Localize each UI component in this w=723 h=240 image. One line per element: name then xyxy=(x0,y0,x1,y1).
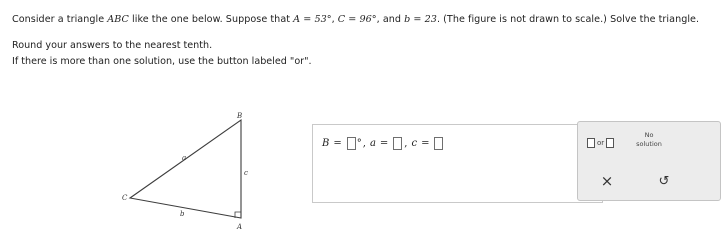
answer-row xyxy=(322,137,444,150)
clear-button[interactable] xyxy=(595,170,619,192)
problem-mid: like the one below. Suppose that xyxy=(128,14,294,25)
triangle-shape xyxy=(130,120,241,218)
problem-intro: Consider a triangle xyxy=(12,14,108,25)
vertex-c-label: C xyxy=(122,194,128,202)
or-button[interactable] xyxy=(587,136,614,150)
undo-button[interactable] xyxy=(652,170,676,192)
given-angle-c: C = 96° xyxy=(337,14,377,25)
equals-sign: = xyxy=(379,138,389,149)
vertex-a-label: A xyxy=(237,223,243,231)
given-angle-a: A = 53° xyxy=(293,14,332,25)
answer-tool-panel xyxy=(577,121,721,201)
answer-b-label: B xyxy=(322,138,330,149)
side-a-input[interactable] xyxy=(393,137,402,150)
problem-tail: . (The figure is not drawn to scale.) Solve the triangle. xyxy=(436,14,700,25)
equals-sign: = xyxy=(333,138,342,149)
comma: , xyxy=(404,138,408,149)
equals-sign: = xyxy=(421,138,430,149)
close-icon: × xyxy=(600,172,614,190)
side-c-input[interactable] xyxy=(434,137,443,150)
and-separator: , and xyxy=(376,14,405,25)
or-box-icon xyxy=(606,138,614,148)
action-row xyxy=(579,170,719,192)
rounding-instruction: Round your answers to the nearest tenth. xyxy=(12,40,213,51)
given-side-b: b = 23 xyxy=(404,14,437,25)
side-b-label: b xyxy=(180,210,185,218)
answer-c-label: c xyxy=(411,138,418,149)
side-c-label: c xyxy=(244,169,248,177)
answer-area xyxy=(312,124,603,203)
angle-b-input[interactable] xyxy=(347,137,356,150)
or-box-icon xyxy=(587,138,595,148)
or-label: or xyxy=(597,139,605,147)
comma: , xyxy=(362,138,366,149)
answer-a-label: a xyxy=(369,138,376,149)
degree-symbol: ° xyxy=(356,138,362,149)
undo-icon: ↺ xyxy=(658,173,670,189)
triangle-figure xyxy=(116,110,266,240)
problem-statement xyxy=(12,14,717,25)
no-solution-line1: No xyxy=(644,131,654,139)
or-instruction: If there is more than one solution, use the button labeled "or". xyxy=(12,56,312,67)
comma-separator: , xyxy=(331,14,338,25)
no-solution-button[interactable] xyxy=(634,131,664,149)
side-a-label: a xyxy=(182,154,187,162)
triangle-name: ABC xyxy=(107,14,129,25)
no-solution-line2: solution xyxy=(636,140,662,148)
vertex-b-label: B xyxy=(237,112,243,120)
